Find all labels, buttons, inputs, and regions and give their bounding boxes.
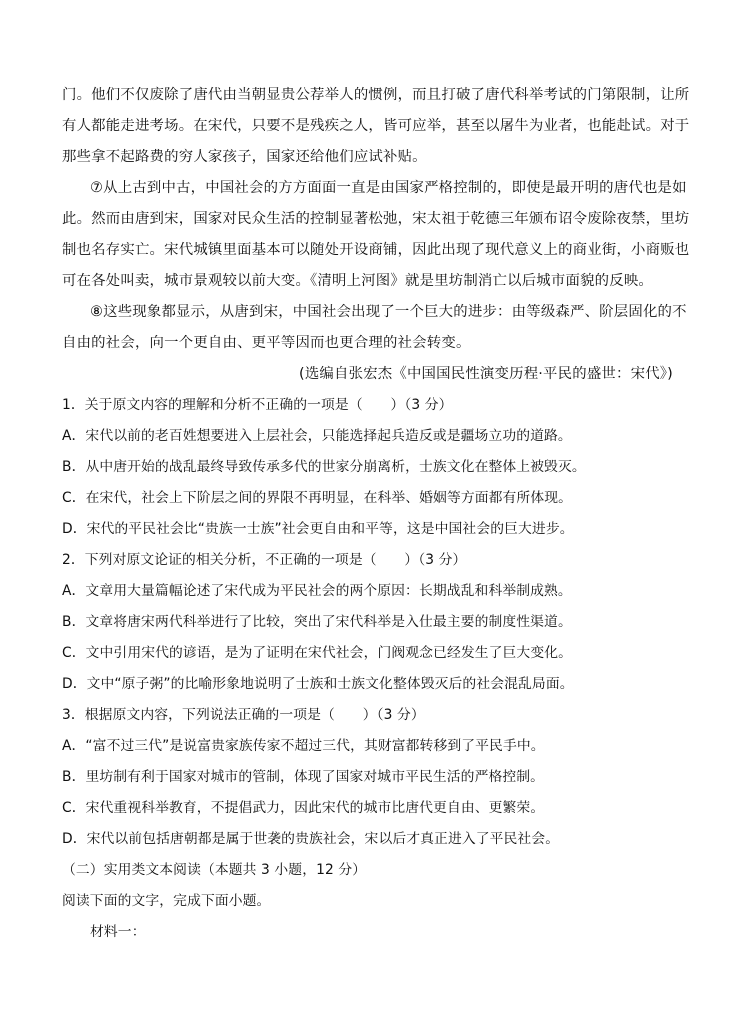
text-line: 制也名存实亡。宋代城镇里面基本可以随处开设商铺，因此出现了现代意义上的商业街，小商贩也 — [62, 242, 690, 258]
text-line: 门。他们不仅废除了唐代由当朝显贵公荐举人的惯例，而且打破了唐代科举考试的门第限制，让所 — [62, 87, 690, 103]
option-a: A．文章用大量篇幅论述了宋代成为平民社会的两个原因：长期战乱和科举制成熟。 — [62, 583, 572, 599]
option-c: C．文中引用宋代的谚语，是为了证明在宋代社会，门阀观念已经发生了巨大变化。 — [62, 645, 573, 661]
section-instruction: 阅读下面的文字，完成下面小题。 — [62, 893, 271, 909]
question-stem: 3．根据原文内容，下列说法正确的一项是（ ）（3 分） — [62, 707, 425, 723]
option-b: B．文章将唐宋两代科举进行了比较，突出了宋代科举是入仕最主要的制度性渠道。 — [62, 614, 572, 630]
option-c: C．宋代重视科举教育，不提倡武力，因此宋代的城市比唐代更自由、更繁荣。 — [62, 800, 545, 816]
paragraph-7 — [62, 173, 690, 297]
option-d: D．文中“原子粥”的比喻形象地说明了士族和士族文化整体毁灭后的社会混乱局面。 — [62, 676, 574, 692]
source-citation: (选编自张宏杰《中国国民性演变历程·平民的盛世：宋代》) — [299, 366, 673, 382]
material-label: 材料一： — [90, 924, 146, 940]
option-a: A．“富不过三代”是说富贵家族传家不超过三代，其财富都转移到了平民手中。 — [62, 738, 545, 754]
option-d: D．宋代以前包括唐朝都是属于世袭的贵族社会，宋以后才真正进入了平民社会。 — [62, 831, 560, 847]
question-1 — [62, 390, 675, 545]
text-line: 此。然而由唐到宋，国家对民众生活的控制显著松弛，宋太祖于乾德三年颁布诏令废除夜禁，里坊 — [62, 211, 690, 227]
option-c: C．在宋代，社会上下阶层之间的界限不再明显，在科举、婚姻等方面都有所体现。 — [62, 490, 573, 506]
question-2 — [62, 545, 675, 700]
option-b: B．里坊制有利于国家对城市的管制，体现了国家对城市平民生活的严格控制。 — [62, 769, 545, 785]
text-line: 可在各处叫卖，城市景观较以前大变。《清明上河图》就是里坊制消亡以后城市面貌的反映。 — [62, 273, 654, 289]
option-b: B．从中唐开始的战乱最终导致传承多代的世家分崩离析，士族文化在整体上被毁灭。 — [62, 459, 586, 475]
option-a: A．宋代以前的老百姓想要进入上层社会，只能选择起兵造反或是疆场立功的道路。 — [62, 428, 572, 444]
text-line: 有人都能走进考场。在宋代，只要不是残疾之人，皆可应举，甚至以屠牛为业者，也能赴试。对于 — [62, 118, 690, 134]
section-2 — [62, 855, 675, 948]
paragraph-6 — [62, 80, 690, 173]
question-stem: 1．关于原文内容的理解和分析不正确的一项是（ ）（3 分） — [62, 397, 453, 413]
question-stem: 2．下列对原文论证的相关分析，不正确的一项是（ ）（3 分） — [62, 552, 467, 568]
text-line: ⑦从上古到中古，中国社会的方方面面一直是由国家严格控制的，即使是最开明的唐代也是如 — [90, 180, 687, 196]
option-d: D．宋代的平民社会比“贵族一士族”社会更自由和平等，这是中国社会的巨大进步。 — [62, 521, 574, 537]
paragraph-8 — [62, 297, 687, 359]
text-line: 那些拿不起路费的穷人家孩子，国家还给他们应试补贴。 — [62, 149, 427, 165]
text-line: ⑧这些现象都显示，从唐到宋，中国社会出现了一个巨大的进步：由等级森严、阶层固化的不 — [90, 304, 687, 320]
question-3 — [62, 700, 675, 855]
section-heading: （二）实用类文本阅读（本题共 3 小题，12 分） — [62, 862, 367, 878]
text-line: 自由的社会，向一个更自由、更平等因而也更合理的社会转变。 — [62, 335, 471, 351]
